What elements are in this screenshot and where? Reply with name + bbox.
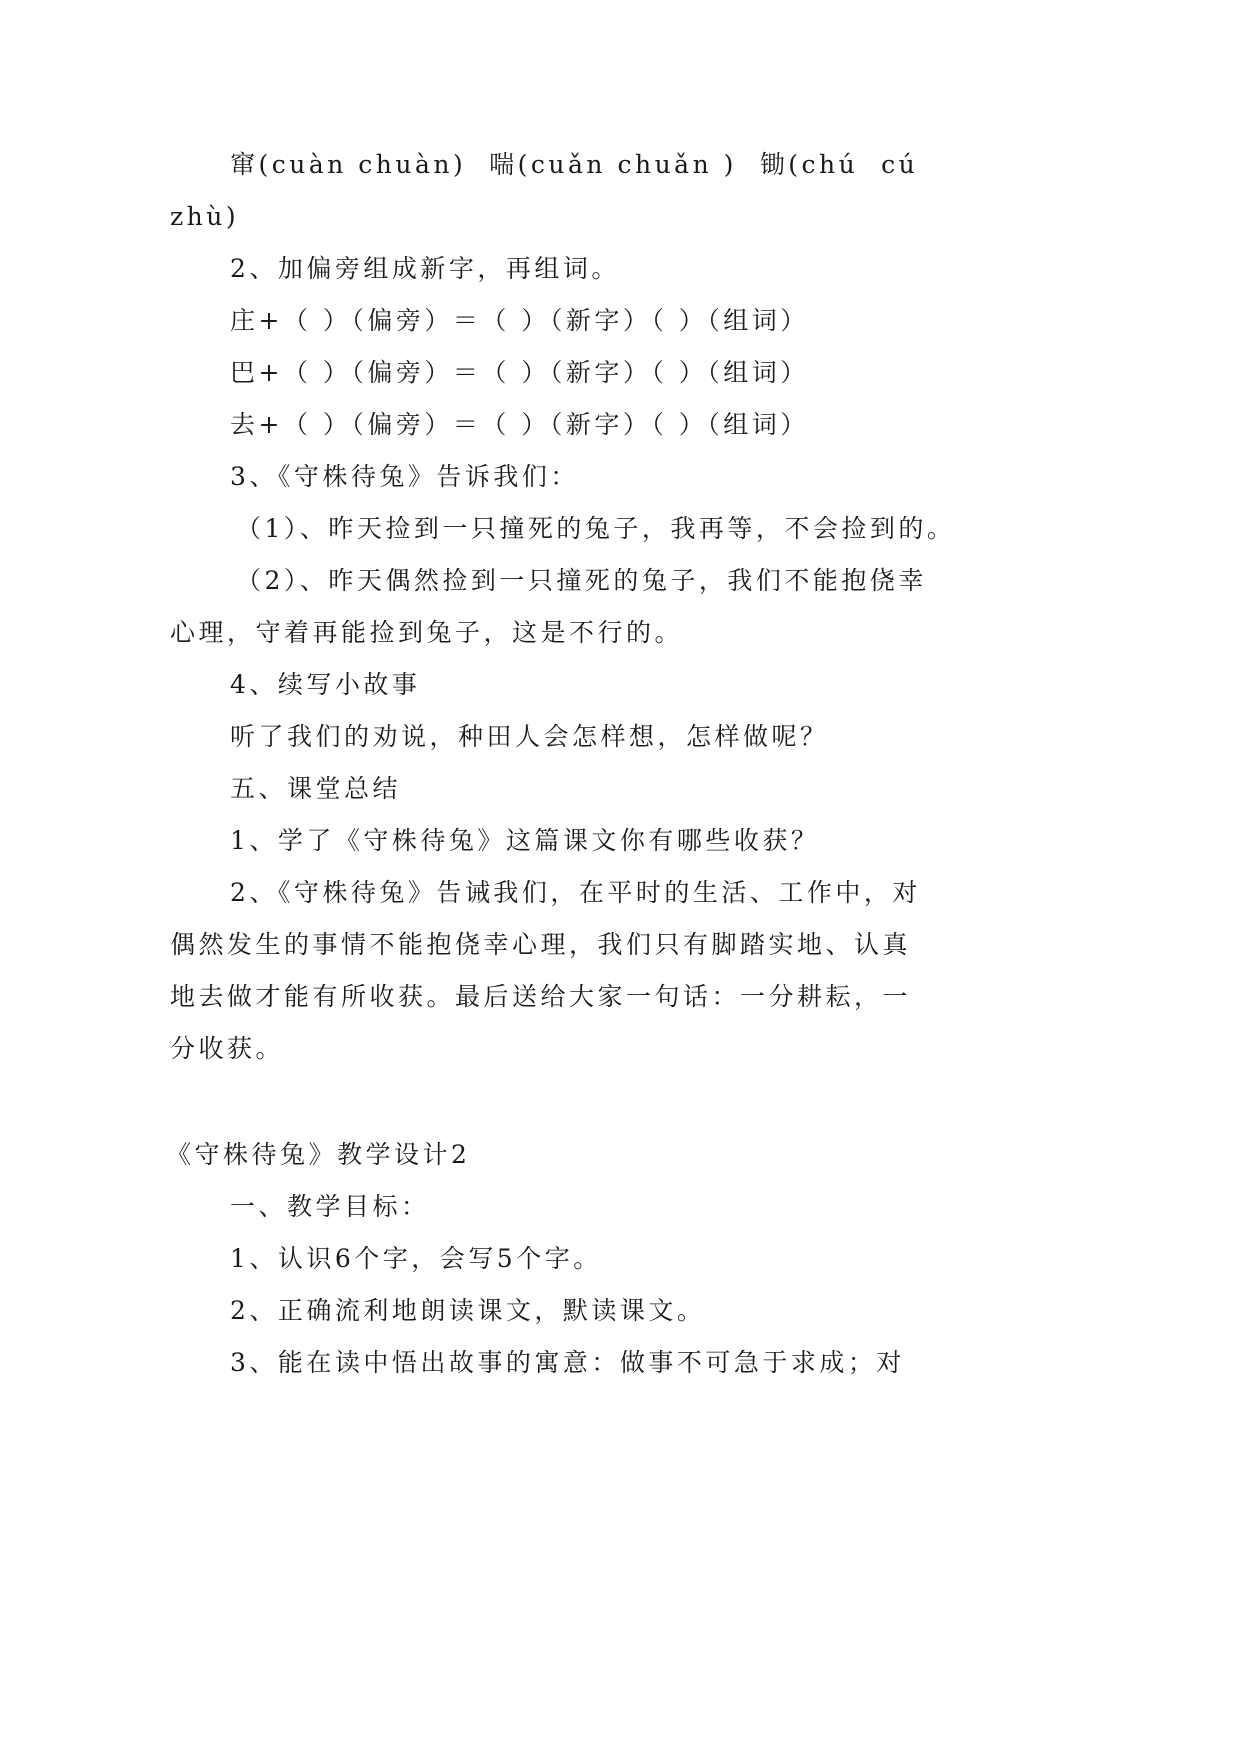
pinyin-exercise-line: 窜(cuàn chuàn) 喘(cuǎn chuǎn ) 锄(chú cú — [230, 150, 919, 179]
summary-item-2: 偶然发生的事情不能抱侥幸心理，我们只有脚踏实地、认真 — [170, 930, 912, 959]
section-title: 《守株待兔》教学设计2 — [166, 1140, 471, 1169]
pinyin-exercise-line: zhù) — [170, 202, 240, 231]
objective-item: 1、认识6个字，会写5个字。 — [230, 1244, 602, 1273]
objective-item: 3、能在读中悟出故事的寓意：做事不可急于求成；对 — [230, 1348, 905, 1377]
exercise-3-option-2: 心理，守着再能捡到兔子，这是不行的。 — [170, 618, 684, 647]
exercise-3-heading: 3、《守株待兔》告诉我们： — [230, 462, 579, 491]
exercise-4-heading: 4、续写小故事 — [230, 670, 421, 699]
objective-item: 2、正确流利地朗读课文，默读课文。 — [230, 1296, 706, 1325]
summary-item-2: 分收获。 — [170, 1034, 285, 1063]
exercise-2-heading: 2、加偏旁组成新字，再组词。 — [230, 254, 620, 283]
exercise-4-prompt: 听了我们的劝说，种田人会怎样想，怎样做呢？ — [230, 722, 829, 751]
summary-heading: 五、课堂总结 — [230, 774, 402, 803]
paragraph-spacer — [170, 1075, 970, 1129]
summary-item-1: 1、学了《守株待兔》这篇课文你有哪些收获？ — [230, 826, 820, 855]
summary-item-2: 2、《守株待兔》告诫我们，在平时的生活、工作中，对 — [230, 878, 921, 907]
exercise-2-row: 庄+（ ）（偏旁）＝（ ）（新字）（ ）（组词） — [230, 306, 809, 335]
document-body — [166, 139, 970, 1389]
exercise-3-option-1: （1）、昨天捡到一只撞死的兔子，我再等，不会捡到的。 — [236, 514, 956, 543]
exercise-2-row: 去+（ ）（偏旁）＝（ ）（新字）（ ）（组词） — [230, 410, 809, 439]
exercise-3-option-2: （2）、昨天偶然捡到一只撞死的兔子，我们不能抱侥幸 — [236, 566, 927, 595]
objectives-heading: 一、教学目标： — [230, 1192, 430, 1221]
summary-item-2: 地去做才能有所收获。最后送给大家一句话：一分耕耘，一 — [170, 982, 912, 1011]
exercise-2-row: 巴+（ ）（偏旁）＝（ ）（新字）（ ）（组词） — [230, 358, 809, 387]
